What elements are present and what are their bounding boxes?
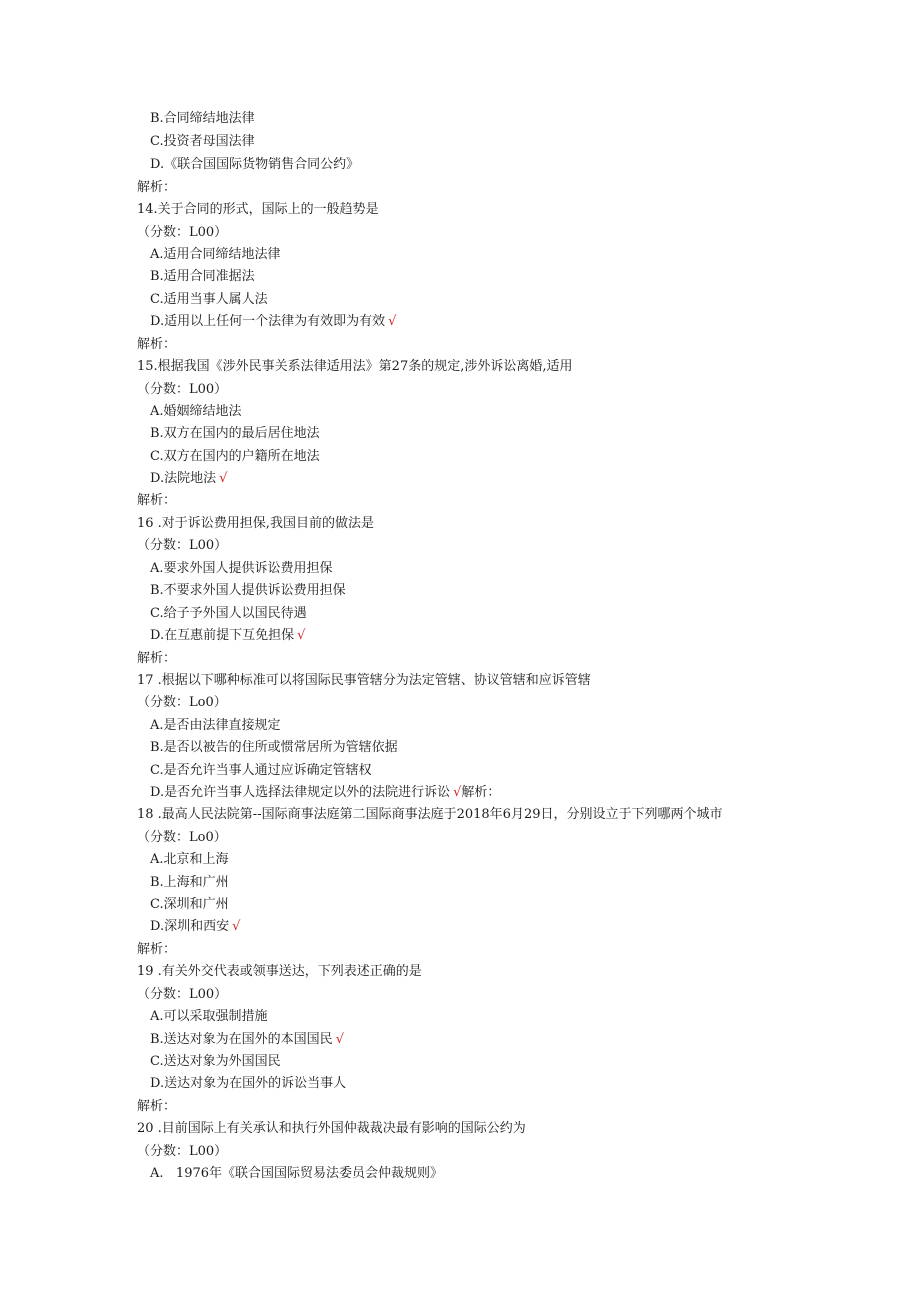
question-20-title: 20 .目前国际上有关承认和执行外国仲裁裁决最有影响的国际公约为 — [137, 1121, 526, 1136]
question-18-title: 18 .最高人民法院第--国际商事法庭第二国际商事法庭于2018年6月29日，分别设立于下列哪两个城市 — [137, 807, 723, 822]
question-17-title: 17 .根据以下哪种标准可以将国际民事管辖分为法定管辖、协议管辖和应诉管辖 — [137, 673, 591, 688]
option-q18-c: C.深圳和广州 — [150, 897, 229, 912]
correct-check-icon: √ — [453, 785, 462, 800]
option-q19-a: A.可以采取强制措施 — [150, 1009, 268, 1024]
analysis-label: 解析： — [137, 180, 177, 195]
option-q16-c: C.给子予外国人以国民待遇 — [150, 606, 307, 621]
option-q16-a: A.要求外国人提供诉讼费用担保 — [150, 561, 333, 576]
question-15-title: 15.根据我国《涉外民事关系法律适用法》第27条的规定,涉外诉讼离婚,适用 — [137, 359, 573, 374]
option-q14-b: B.适用合同准据法 — [150, 269, 255, 284]
option-q13-b: B.合同缔结地法律 — [150, 111, 255, 126]
option-q14-d — [150, 313, 396, 331]
question-18-score: （分数：Lo0） — [137, 830, 227, 845]
analysis-label: 解析： — [461, 785, 501, 800]
correct-check-icon: √ — [388, 314, 397, 329]
option-q18-a: A.北京和上海 — [150, 852, 229, 867]
question-19-title: 19 .有关外交代表或领事送达，下列表述正确的是 — [137, 964, 422, 979]
option-label: D.是否允许当事人选择法律规定以外的法院进行诉讼 — [150, 785, 451, 800]
correct-check-icon: √ — [297, 628, 306, 643]
option-q16-b: B.不要求外国人提供诉讼费用担保 — [150, 583, 346, 598]
option-q17-d — [150, 784, 500, 802]
option-q13-c: C.投资者母国法律 — [150, 134, 255, 149]
option-q17-b: B.是否以被告的住所或惯常居所为管辖依据 — [150, 740, 398, 755]
option-q15-d — [150, 470, 227, 488]
option-label: D.法院地法 — [150, 471, 217, 486]
correct-check-icon: √ — [335, 1032, 344, 1047]
option-q18-d — [150, 918, 240, 936]
analysis-label: 解析： — [137, 651, 177, 666]
option-q15-a: A.婚姻缔结地法 — [150, 404, 242, 419]
analysis-label: 解析： — [137, 942, 177, 957]
question-15-score: （分数：L00） — [137, 382, 228, 397]
option-label: D.适用以上任何一个法律为有效即为有效 — [150, 314, 386, 329]
correct-check-icon: √ — [219, 471, 228, 486]
option-label: D.深圳和西安 — [150, 919, 230, 934]
question-14-title: 14.关于合同的形式，国际上的一般趋势是 — [137, 202, 379, 217]
option-q18-b: B.上海和广州 — [150, 875, 229, 890]
correct-check-icon: √ — [232, 919, 241, 934]
option-q19-b — [150, 1031, 344, 1049]
question-17-score: （分数：Lo0） — [137, 695, 227, 710]
analysis-label: 解析： — [137, 493, 177, 508]
option-q13-d: D.《联合国国际货物销售合同公约》 — [150, 157, 360, 172]
option-q14-c: C.适用当事人属人法 — [150, 292, 268, 307]
option-q15-c: C.双方在国内的户籍所在地法 — [150, 449, 320, 464]
option-q16-d — [150, 627, 305, 645]
analysis-label: 解析： — [137, 1099, 177, 1114]
question-14-score: （分数：L00） — [137, 225, 228, 240]
question-16-title: 16 .对于诉讼费用担保,我国目前的做法是 — [137, 516, 374, 531]
option-q17-c: C.是否允许当事人通过应诉确定管辖权 — [150, 763, 372, 778]
option-q15-b: B.双方在国内的最后居住地法 — [150, 426, 320, 441]
option-label: D.在互惠前提下互免担保 — [150, 628, 295, 643]
question-20-score: （分数：L00） — [137, 1144, 228, 1159]
question-16-score: （分数：L00） — [137, 538, 228, 553]
option-q19-d: D.送达对象为在国外的诉讼当事人 — [150, 1076, 347, 1091]
option-q17-a: A.是否由法律直接规定 — [150, 718, 281, 733]
option-label: B.送达对象为在国外的本国国民 — [150, 1032, 333, 1047]
question-19-score: （分数：L00） — [137, 987, 228, 1002]
option-q14-a: A.适用合同缔结地法律 — [150, 247, 281, 262]
analysis-label: 解析： — [137, 337, 177, 352]
option-q19-c: C.送达对象为外国国民 — [150, 1054, 281, 1069]
option-q20-a: A. 1976年《联合国国际贸易法委员会仲裁规则》 — [150, 1166, 444, 1181]
